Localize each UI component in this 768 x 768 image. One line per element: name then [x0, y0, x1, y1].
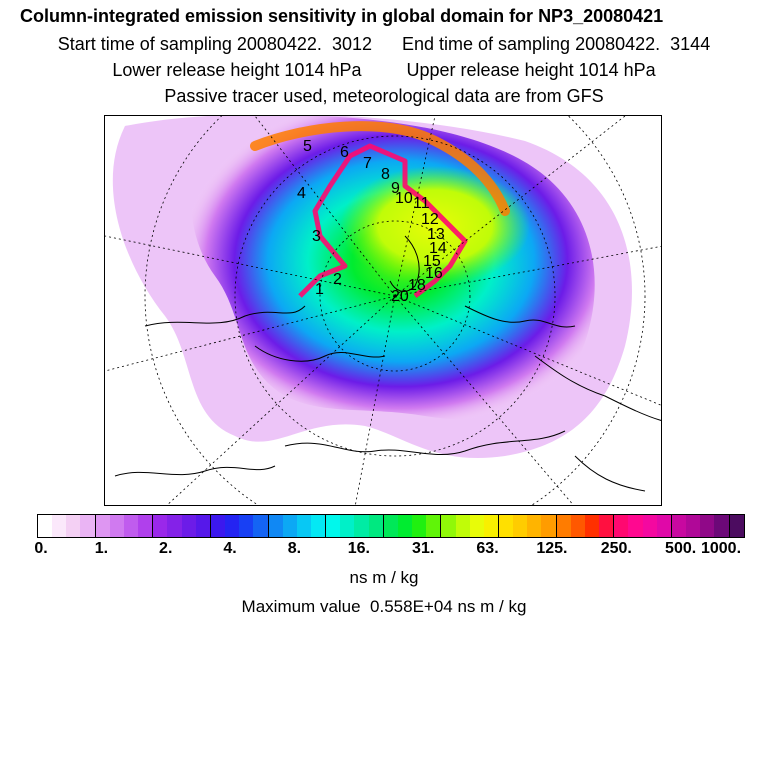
track-label: 1	[315, 281, 324, 298]
colorbar-tick-label: 63.	[476, 540, 499, 557]
colorbar-swatch	[269, 515, 283, 537]
track-label: 2	[333, 271, 342, 288]
colorbar-swatch	[297, 515, 311, 537]
colorbar-tick-label: 1.	[94, 540, 109, 557]
colorbar-swatch	[412, 515, 426, 537]
track-label: 20	[391, 288, 409, 305]
colorbar-swatch	[513, 515, 527, 537]
colorbar-swatch	[153, 515, 167, 537]
colorbar-swatch	[38, 515, 52, 537]
colorbar-swatch	[196, 515, 211, 537]
colorbar-swatch	[225, 515, 239, 537]
colorbar-swatch	[599, 515, 614, 537]
colorbar-swatch	[686, 515, 700, 537]
colorbar-swatch	[369, 515, 384, 537]
colorbar-swatch	[672, 515, 686, 537]
colorbar-swatch	[628, 515, 642, 537]
colorbar-swatch	[167, 515, 181, 537]
colorbar-swatch	[110, 515, 124, 537]
track-label: 9	[391, 180, 400, 197]
colorbar-tick-label: 31.	[412, 540, 435, 557]
colorbar-swatch	[730, 515, 744, 537]
colorbar-tick-label: 2.	[159, 540, 173, 557]
track-label: 14	[429, 240, 447, 257]
release-height-line: Lower release height 1014 hPa Upper release height 1014 hPa	[112, 60, 656, 80]
track-label: 15	[423, 253, 441, 270]
colorbar-swatch	[470, 515, 484, 537]
colorbar-swatch	[182, 515, 196, 537]
colorbar-tick-label: 1000.	[700, 540, 742, 557]
track-label: 18	[408, 277, 426, 294]
colorbar-swatch	[571, 515, 585, 537]
colorbar-swatch	[643, 515, 657, 537]
colorbar-swatch	[398, 515, 412, 537]
colorbar-tick-label: 500.	[665, 540, 697, 557]
colorbar-swatch	[426, 515, 441, 537]
colorbar-tick-label: 16.	[347, 540, 370, 557]
colorbar-swatch	[253, 515, 268, 537]
colorbar-swatch	[714, 515, 729, 537]
colorbar-swatch	[384, 515, 398, 537]
maximum-value-text: Maximum value 0.558E+04 ns m / kg	[241, 597, 527, 616]
colorbar-swatch	[311, 515, 326, 537]
colorbar-swatch	[527, 515, 541, 537]
track-label: 3	[312, 228, 321, 245]
colorbar-swatch	[96, 515, 110, 537]
colorbar-swatch	[657, 515, 672, 537]
colorbar-swatch	[700, 515, 714, 537]
track-label: 5	[303, 138, 312, 155]
track-label: 10	[395, 190, 413, 207]
track-label: 8	[381, 166, 390, 183]
colorbar-tick-label: 250.	[600, 540, 632, 557]
track-label: 7	[363, 155, 372, 172]
colorbar	[37, 514, 745, 538]
track-label: 11	[413, 195, 430, 212]
map-canvas	[105, 116, 662, 506]
colorbar-swatch	[52, 515, 66, 537]
colorbar-swatch	[124, 515, 138, 537]
colorbar-units: ns m / kg	[349, 568, 419, 587]
colorbar-swatch	[456, 515, 470, 537]
track-label: 16	[425, 265, 443, 282]
colorbar-swatch	[614, 515, 628, 537]
track-label: 6	[340, 144, 349, 161]
track-label: 13	[427, 226, 445, 243]
colorbar-swatch	[239, 515, 253, 537]
colorbar-swatch	[138, 515, 153, 537]
track-label: 4	[297, 185, 306, 202]
colorbar-swatch	[585, 515, 599, 537]
sampling-time-line: Start time of sampling 20080422. 3012 End time of sampling 20080422. 3144	[57, 34, 711, 54]
emission-sensitivity-map	[104, 115, 662, 506]
colorbar-swatch	[211, 515, 225, 537]
colorbar-swatch	[66, 515, 80, 537]
colorbar-swatch	[354, 515, 368, 537]
colorbar-swatch	[326, 515, 340, 537]
colorbar-tick-label: 0.	[34, 540, 48, 557]
colorbar-tick-label: 4.	[223, 540, 237, 557]
colorbar-swatch	[80, 515, 95, 537]
colorbar-swatch	[499, 515, 513, 537]
colorbar-swatch	[340, 515, 354, 537]
colorbar-tick-label: 125.	[536, 540, 568, 557]
plot-title: Column-integrated emission sensitivity in global domain for NP3_20080421	[20, 6, 664, 26]
colorbar-swatch	[541, 515, 556, 537]
track-label: 12	[421, 211, 439, 228]
colorbar-swatch	[484, 515, 499, 537]
colorbar-swatch	[441, 515, 455, 537]
colorbar-tick-label: 8.	[287, 540, 302, 557]
colorbar-swatch	[283, 515, 297, 537]
tracer-info-line: Passive tracer used, meteorological data are from GFS	[164, 86, 604, 106]
colorbar-swatch	[557, 515, 571, 537]
